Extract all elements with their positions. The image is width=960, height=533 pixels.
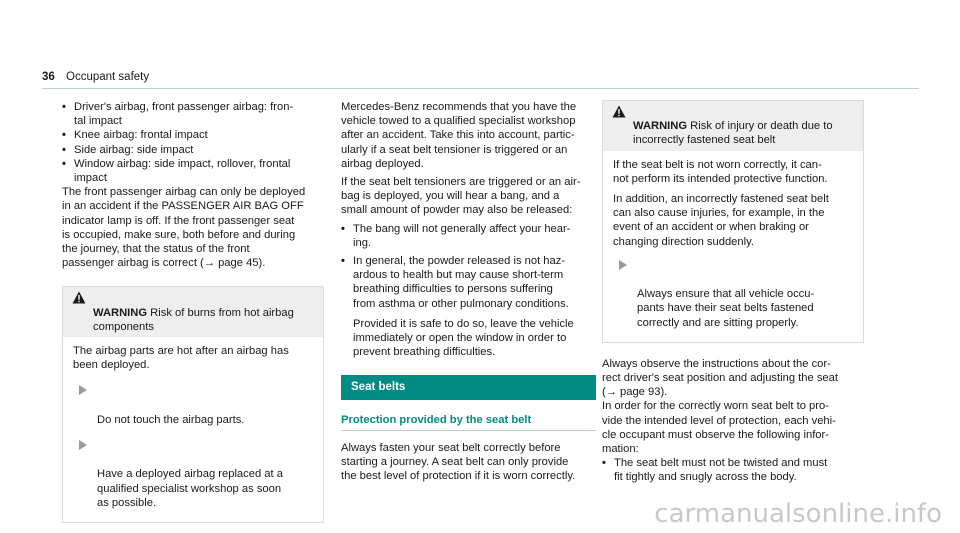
protection-paragraph: In order for the correctly worn seat belt to pro- vide the intended level of protection, each vehi- cle occupant must observe the following infor- mation: — [602, 400, 836, 456]
header-rule — [42, 88, 919, 89]
list-item: • The seat belt must not be twisted and must fit tightly and snugly across the body. — [602, 456, 864, 484]
warning-header — [63, 287, 323, 337]
list-item: • Driver's airbag, front passenger airbag: fron- tal impact — [62, 100, 324, 128]
passenger-airbag-paragraph: The front passenger airbag can only be deployed in an accident if the PASSENGER AIR BAG OFF indicator lamp is off. If the front passenger seat is occupied, make sure, both before and during the journey, that the status of the front passenger airbag is correct (→ page 45). — [62, 186, 306, 270]
list-item: • Knee airbag: frontal impact — [62, 128, 324, 142]
action-item — [613, 259, 853, 330]
warning-header — [603, 101, 863, 151]
list-item: • In general, the powder released is not haz- ardous to health but may cause short-term breathing difficulties to persons suffering from asthma or other pulmonary conditions. — [341, 254, 596, 311]
seat-position-paragraph: Always observe the instructions about the cor- rect driver's seat position and adjusting the seat (→ page 93). — [602, 357, 838, 399]
footer-watermark: carmanualsonline.info — [654, 499, 942, 529]
breathing-note: Provided it is safe to do so, leave the vehicle immediately or open the window in order to prevent breathing difficulties. — [353, 317, 574, 359]
section-title-bar: Seat belts — [341, 375, 596, 399]
airbag-list — [62, 100, 324, 185]
warning-text: In addition, an incorrectly fastened seat belt can also cause injuries, for example, in the event of an accident or when braking or changing direction suddenly. — [613, 193, 829, 248]
warning-title: Risk of injury or death due to incorrectly fastened seat belt — [633, 120, 833, 147]
column-1 — [62, 100, 324, 523]
section-name: Occupant safety — [66, 71, 150, 83]
column-2 — [341, 100, 596, 483]
subheading: Protection provided by the seat belt — [341, 413, 596, 431]
seat-belt-list — [602, 456, 864, 484]
tensioner-paragraph: If the seat belt tensioners are triggered or an air- bag is deployed, you will hear a bang, and a small amount of powder may also be released: — [341, 176, 581, 217]
warning-box-burns — [62, 286, 324, 523]
warning-label: WARNING — [633, 120, 688, 133]
arrow-right-icon — [619, 260, 627, 270]
action-item — [73, 384, 313, 427]
warning-triangle-icon — [72, 291, 86, 304]
column-3 — [602, 100, 864, 485]
warning-title: Risk of burns from hot airbag components — [93, 306, 294, 333]
page-number: 36 — [42, 71, 55, 83]
warning-body — [603, 151, 863, 342]
action-item — [73, 439, 313, 510]
seat-belt-paragraph: Always fasten your seat belt correctly before starting a journey. A seat belt can only provide the best level of protection if it is worn correctly. — [341, 441, 576, 483]
warning-text: The airbag parts are hot after an airbag has been deployed. — [73, 345, 289, 372]
action-text: Do not touch the airbag parts. — [97, 413, 245, 426]
list-item: • The bang will not generally affect your hear- ing. — [341, 222, 596, 250]
warning-label: WARNING — [93, 306, 148, 319]
powder-list — [341, 222, 596, 311]
action-text: Have a deployed airbag replaced at a qualified specialist workshop as soon as possible. — [97, 468, 283, 509]
list-item: • Side airbag: side impact — [62, 143, 324, 157]
towing-paragraph: Mercedes-Benz recommends that you have the vehicle towed to a qualified specialist workshop after an accident. Take this into account, partic- ularly if a seat belt tensioner is triggered or an airbag deployed. — [341, 101, 577, 170]
page-header — [42, 71, 149, 83]
action-text: Always ensure that all vehicle occu- pants have their seat belts fastened correctly and are sitting properly. — [637, 288, 815, 329]
arrow-right-icon — [79, 385, 87, 395]
warning-box-seat-belt — [602, 100, 864, 343]
warning-body — [63, 337, 323, 522]
warning-triangle-icon — [612, 105, 626, 118]
warning-text: If the seat belt is not worn correctly, it can- not perform its intended protective function. — [613, 158, 828, 185]
list-item: • Window airbag: side impact, rollover, frontal impact — [62, 157, 324, 185]
arrow-right-icon — [79, 440, 87, 450]
